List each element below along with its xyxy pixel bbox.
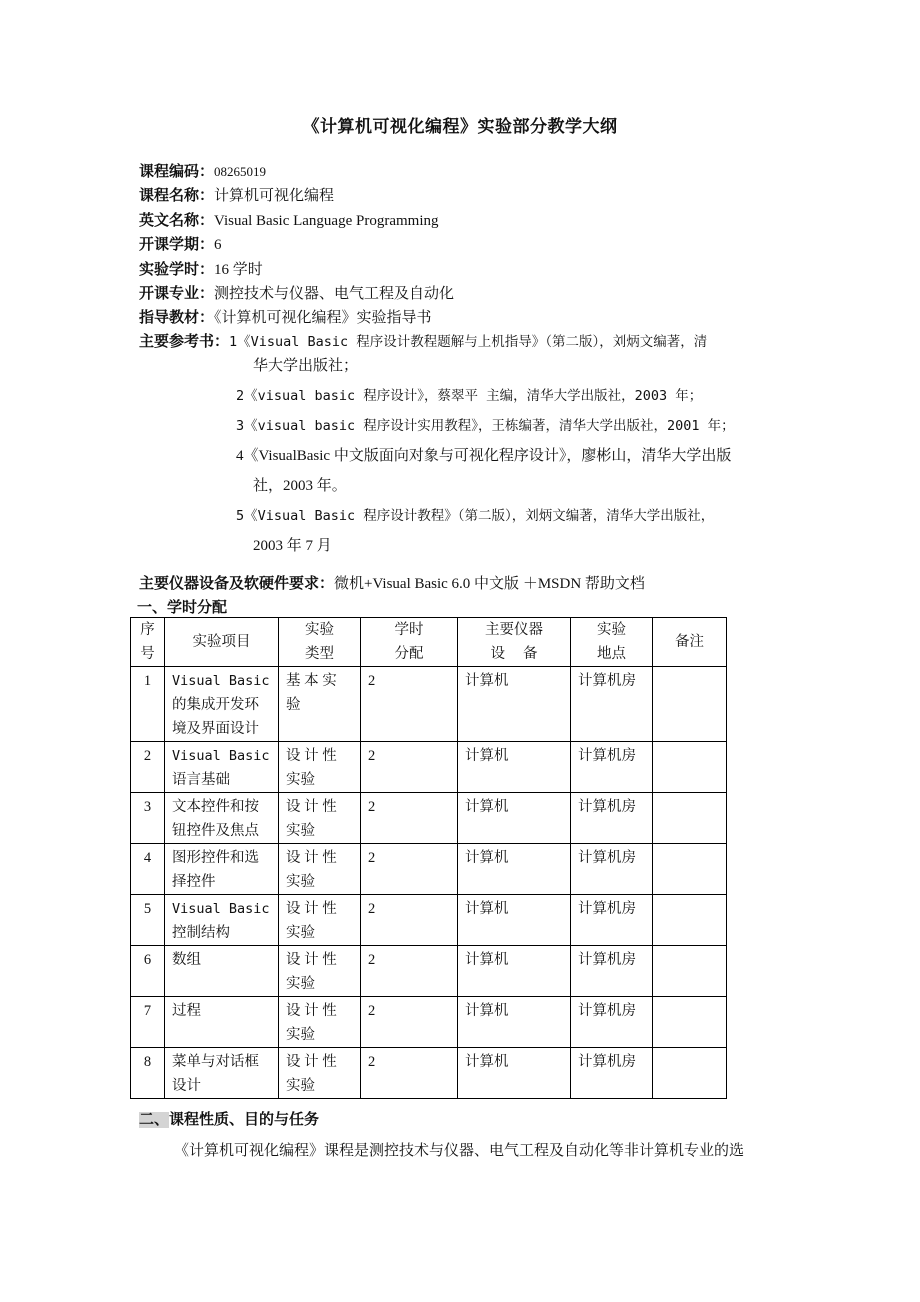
cell-device: 计算机 xyxy=(458,844,571,895)
cell-hours: 2 xyxy=(361,997,458,1048)
cell-place: 计算机房 xyxy=(571,793,653,844)
table-row xyxy=(131,793,727,844)
table-row xyxy=(131,667,727,742)
info-textbook xyxy=(139,306,799,330)
cell-note xyxy=(653,895,727,946)
info-value: Visual Basic Language Programming xyxy=(214,212,439,229)
section-title: 课程性质、目的与任务 xyxy=(169,1112,320,1128)
cell-device: 计算机 xyxy=(458,793,571,844)
info-label: 课程名称： xyxy=(139,188,215,205)
info-label: 英文名称： xyxy=(139,212,215,229)
cell-device: 计算机 xyxy=(458,997,571,1048)
cell-item: 图形控件和选 择控件 xyxy=(165,844,279,895)
document-title: 《计算机可视化编程》实验部分教学大纲 xyxy=(302,117,618,136)
reference-line: 4《VisualBasic 中文版面向对象与可视化程序设计》，廖彬山，清华大学出版 xyxy=(236,448,732,464)
cell-hours: 2 xyxy=(361,1048,458,1099)
reference-line-cont: 2003 年 7 月 xyxy=(253,538,332,554)
cell-hours: 2 xyxy=(361,895,458,946)
reference-line: 5《Visual Basic 程序设计教程》（第二版），刘炳文编著，清华大学出版社， xyxy=(236,508,715,524)
info-label: 开课专业： xyxy=(139,285,215,302)
table-row xyxy=(131,1048,727,1099)
section-heading-nature xyxy=(139,1108,319,1129)
cell-hours: 2 xyxy=(361,844,458,895)
header-item: 实验项目 xyxy=(165,618,279,667)
course-info xyxy=(139,160,799,331)
info-value: 《计算机可视化编程》实验指导书 xyxy=(214,310,432,327)
cell-hours: 2 xyxy=(361,946,458,997)
cell-note xyxy=(653,742,727,793)
cell-place: 计算机房 xyxy=(571,1048,653,1099)
info-label: 指导教材： xyxy=(139,310,215,327)
header-hours: 学时 分配 xyxy=(361,618,458,667)
reference-1 xyxy=(139,330,799,378)
table-row xyxy=(131,997,727,1048)
cell-note xyxy=(653,793,727,844)
cell-hours: 2 xyxy=(361,742,458,793)
equipment-label: 主要仪器设备及软硬件要求： xyxy=(139,576,335,592)
cell-device: 计算机 xyxy=(458,946,571,997)
reference-4 xyxy=(236,441,796,501)
header-device: 主要仪器 设 备 xyxy=(458,618,571,667)
cell-note xyxy=(653,1048,727,1099)
cell-note xyxy=(653,667,727,742)
table-header-row xyxy=(131,618,727,667)
body-paragraph: 《计算机可视化编程》课程是测控技术与仪器、电气工程及自动化等非计算机专业的选 xyxy=(174,1143,745,1159)
info-lab-hours xyxy=(139,258,799,282)
equipment-requirements xyxy=(139,572,645,593)
cell-place: 计算机房 xyxy=(571,742,653,793)
info-english-name xyxy=(139,209,799,233)
header-place: 实验 地点 xyxy=(571,618,653,667)
info-value: 6 xyxy=(214,237,222,254)
cell-item: 过程 xyxy=(165,997,279,1048)
section-number: 二、 xyxy=(139,1112,170,1128)
cell-device: 计算机 xyxy=(458,667,571,742)
references-label: 主要参考书： xyxy=(139,334,230,350)
info-majors xyxy=(139,282,799,306)
cell-type: 设 计 性 实验 xyxy=(279,844,361,895)
cell-place: 计算机房 xyxy=(571,895,653,946)
hours-table xyxy=(130,617,727,1099)
cell-type: 设 计 性 实验 xyxy=(279,997,361,1048)
cell-no: 4 xyxy=(131,844,165,895)
cell-item: Visual Basic 的集成开发环 境及界面设计 xyxy=(165,667,279,742)
table-row xyxy=(131,844,727,895)
cell-note xyxy=(653,844,727,895)
cell-type: 设 计 性 实验 xyxy=(279,793,361,844)
reference-2 xyxy=(236,381,796,411)
cell-item: 菜单与对话框 设计 xyxy=(165,1048,279,1099)
cell-type: 设 计 性 实验 xyxy=(279,946,361,997)
cell-hours: 2 xyxy=(361,667,458,742)
equipment-value: 微机+Visual Basic 6.0 中文版 ＋MSDN 帮助文档 xyxy=(334,576,645,592)
table-row xyxy=(131,946,727,997)
reference-line-cont: 社，2003 年。 xyxy=(253,478,347,494)
cell-type: 设 计 性 实验 xyxy=(279,742,361,793)
cell-item: 文本控件和按 钮控件及焦点 xyxy=(165,793,279,844)
cell-device: 计算机 xyxy=(458,742,571,793)
table-row xyxy=(131,895,727,946)
info-semester xyxy=(139,233,799,257)
section-heading-hours: 一、学时分配 xyxy=(137,600,228,616)
info-label: 实验学时： xyxy=(139,261,215,278)
reference-line: 1《Visual Basic 程序设计教程题解与上机指导》（第二版），刘炳文编著，清 xyxy=(229,334,708,350)
reference-line: 3《visual basic 程序设计实用教程》，王栋编著，清华大学出版社，2001 年； xyxy=(236,418,735,434)
cell-no: 1 xyxy=(131,667,165,742)
info-value: 16 学时 xyxy=(214,261,263,278)
cell-type: 基 本 实 验 xyxy=(279,667,361,742)
info-value: 测控技术与仪器、电气工程及自动化 xyxy=(214,285,455,302)
info-value: 08265019 xyxy=(214,164,267,179)
cell-place: 计算机房 xyxy=(571,667,653,742)
cell-note xyxy=(653,946,727,997)
cell-no: 6 xyxy=(131,946,165,997)
cell-no: 8 xyxy=(131,1048,165,1099)
cell-device: 计算机 xyxy=(458,895,571,946)
cell-place: 计算机房 xyxy=(571,997,653,1048)
cell-place: 计算机房 xyxy=(571,946,653,997)
header-type: 实验 类型 xyxy=(279,618,361,667)
header-no: 序 号 xyxy=(131,618,165,667)
cell-place: 计算机房 xyxy=(571,844,653,895)
header-note: 备注 xyxy=(653,618,727,667)
cell-item: Visual Basic 控制结构 xyxy=(165,895,279,946)
cell-type: 设 计 性 实验 xyxy=(279,895,361,946)
cell-no: 7 xyxy=(131,997,165,1048)
info-label: 课程编码： xyxy=(139,164,215,180)
cell-type: 设 计 性 实验 xyxy=(279,1048,361,1099)
reference-line: 2《visual basic 程序设计》，蔡翠平 主编，清华大学出版社，2003 年； xyxy=(236,388,703,404)
cell-item: Visual Basic 语言基础 xyxy=(165,742,279,793)
cell-no: 3 xyxy=(131,793,165,844)
reference-3 xyxy=(236,411,796,441)
cell-hours: 2 xyxy=(361,793,458,844)
cell-no: 2 xyxy=(131,742,165,793)
reference-list xyxy=(236,381,796,561)
cell-note xyxy=(653,997,727,1048)
info-value: 计算机可视化编程 xyxy=(214,188,335,205)
cell-no: 5 xyxy=(131,895,165,946)
reference-line-cont: 华大学出版社； xyxy=(253,358,359,374)
cell-device: 计算机 xyxy=(458,1048,571,1099)
cell-item: 数组 xyxy=(165,946,279,997)
info-label: 开课学期： xyxy=(139,237,215,254)
info-course-code xyxy=(139,160,799,184)
info-course-name xyxy=(139,184,799,208)
table-row xyxy=(131,742,727,793)
reference-5 xyxy=(236,501,796,561)
